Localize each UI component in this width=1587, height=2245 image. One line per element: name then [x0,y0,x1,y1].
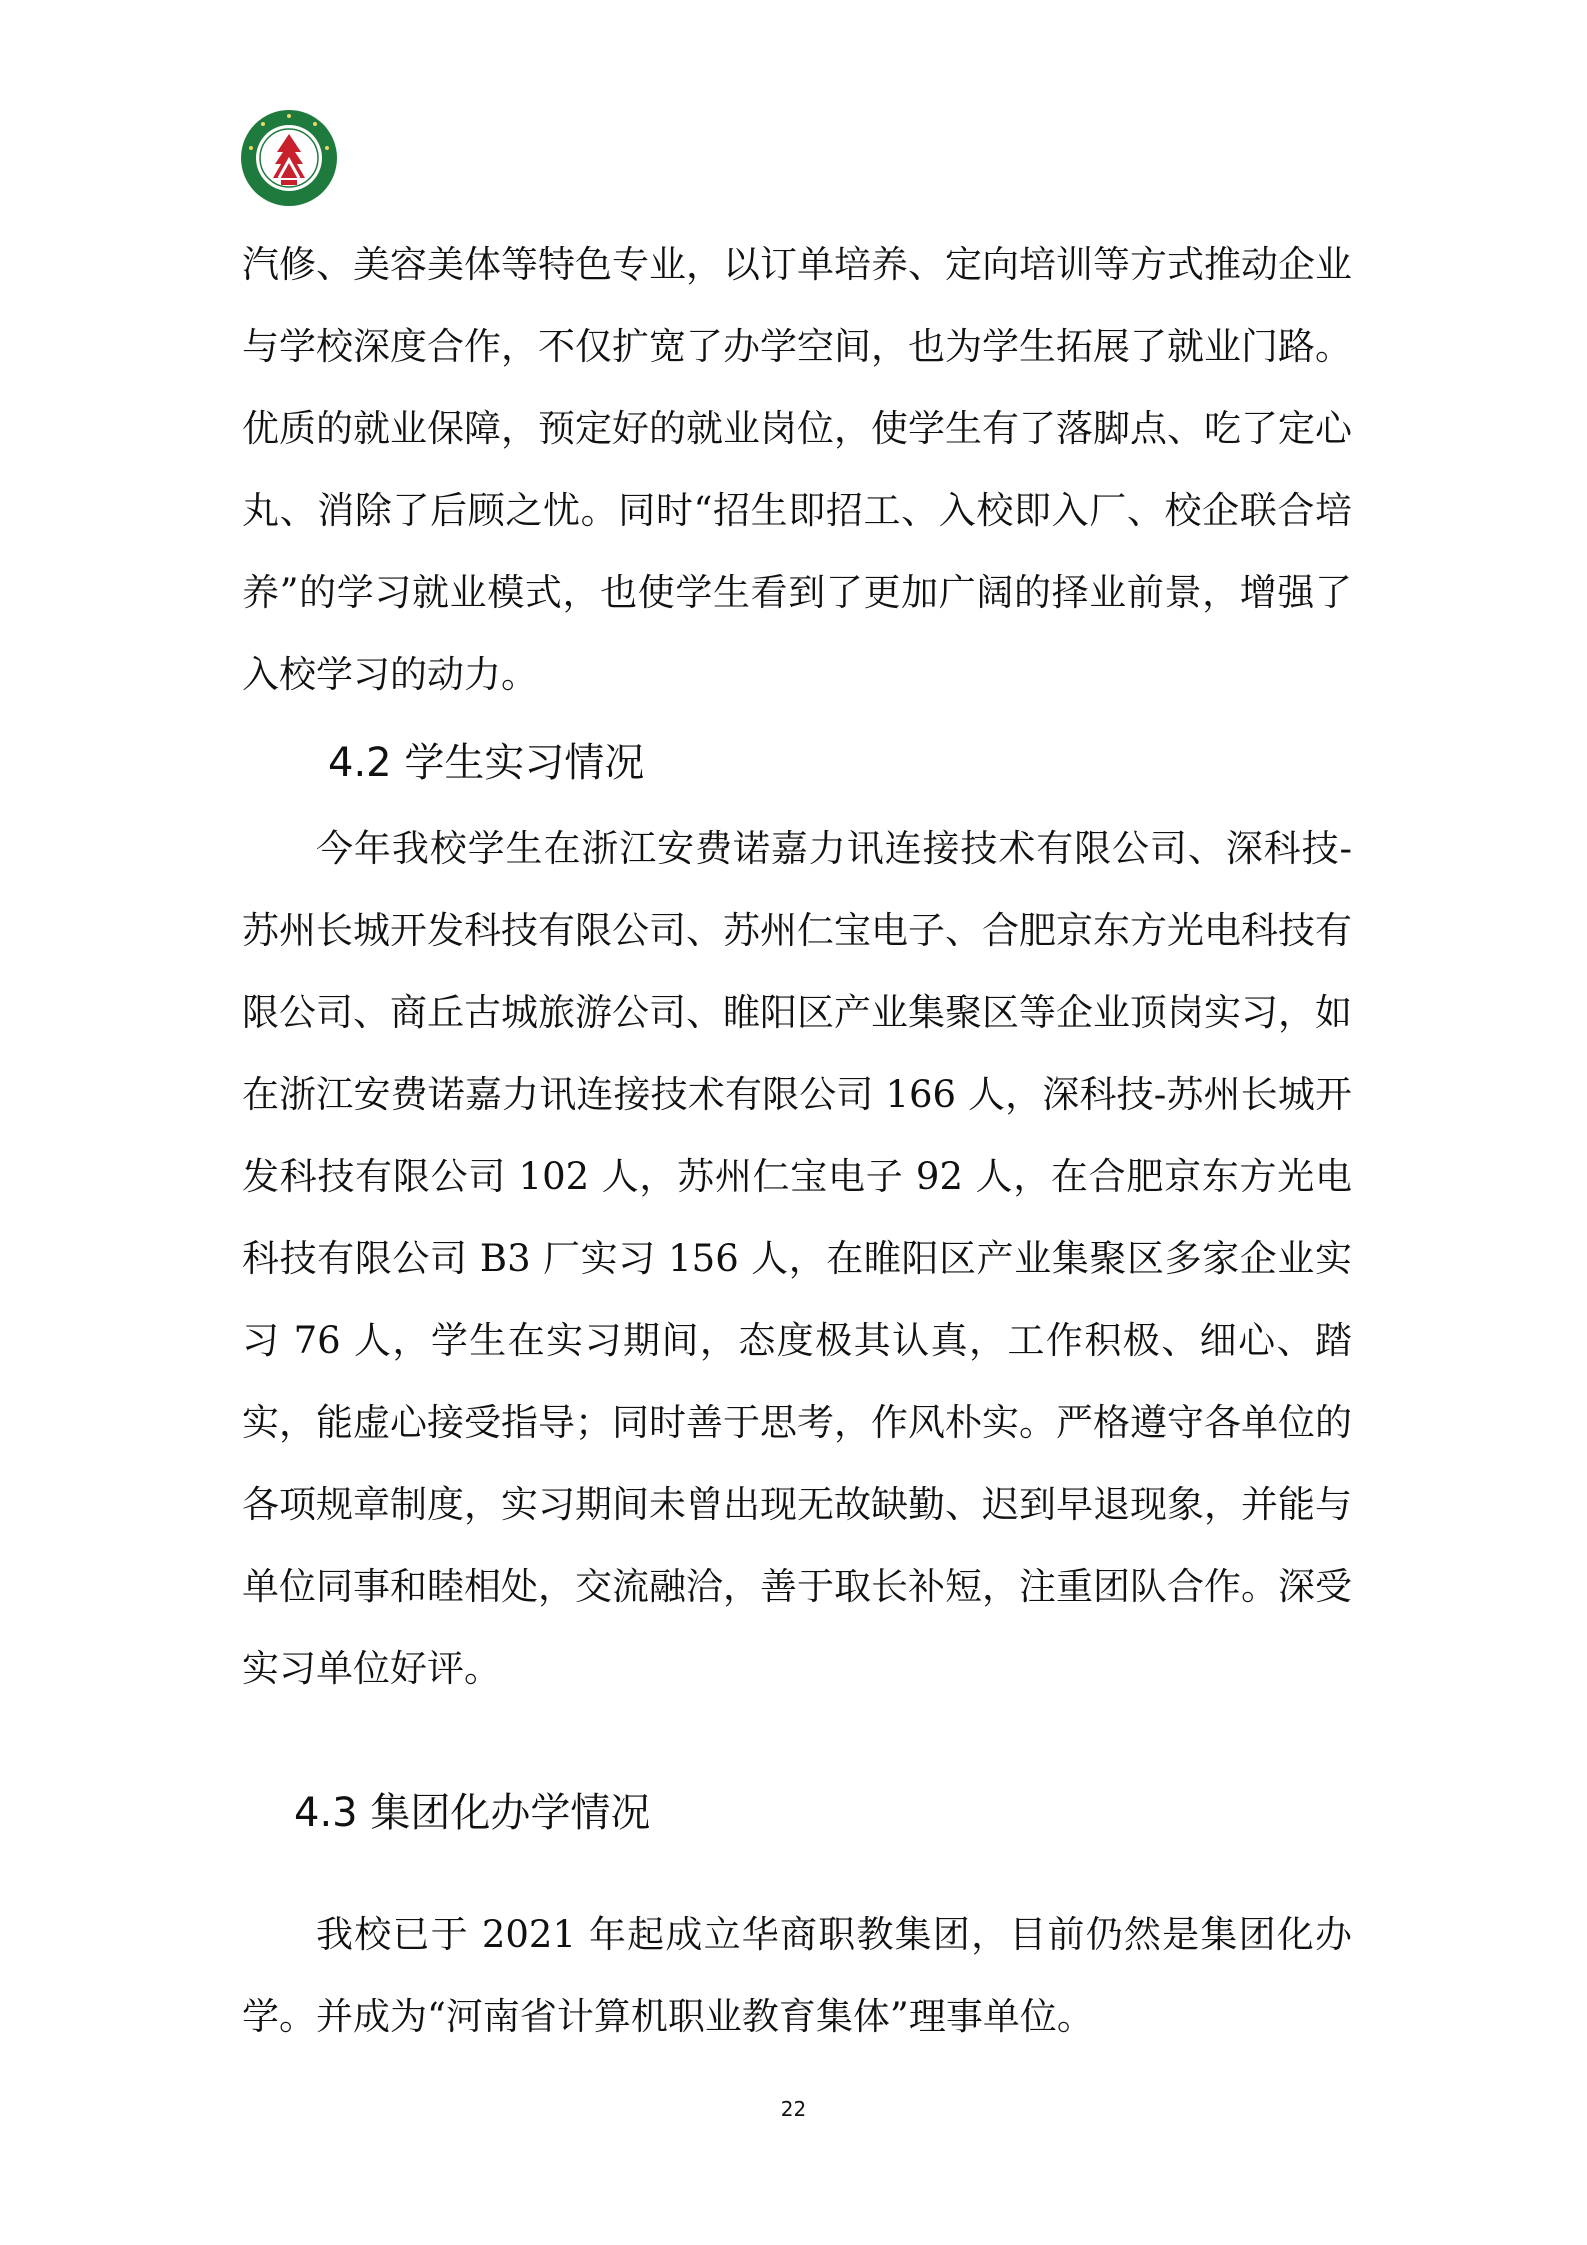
section-heading-4-2: 4.2 学生实习情况 [328,740,645,786]
school-emblem-icon [239,108,339,208]
section-heading-4-3: 4.3 集团化办学情况 [294,1790,651,1836]
page-number: 22 [780,2097,807,2121]
paragraph-employment: 汽修、美容美体等特色专业，以订单培养、定向培训等方式推动企业与学校深度合作，不仅扩宽了办学空间，也为学生拓展了就业门路。优质的就业保障，预定好的就业岗位，使学生有了落脚点、吃了定心丸、消除了后顾之忧。同时“招生即招工、入校即入厂、校企联合培养”的学习就业模式，也使学生看到了更加广阔的择业前景，增强了入校学习的动力。 [242,243,1352,696]
document-body [242,224,1352,2058]
paragraph-group-school: 我校已于 2021 年起成立华商职教集团，目前仍然是集团化办学。并成为“河南省计算机职业教育集体”理事单位。 [242,1913,1352,2038]
paragraph-internship: 今年我校学生在浙江安费诺嘉力讯连接技术有限公司、深科技-苏州长城开发科技有限公司、苏州仁宝电子、合肥京东方光电科技有限公司、商丘古城旅游公司、睢阳区产业集聚区等企业顶岗实习，如在浙江安费诺嘉力讯连接技术有限公司 166 人，深科技-苏州长城开发科技有限公司 102 人，苏州仁宝电子 92 人，在合肥京东方光电科技有限公司 B3 厂实习 156 人，在睢阳区产业集聚区多家企业实习 76 人，学生在实习期间，态度极其认真，工作积极、细心、踏实，能虚心接受指导；同时善于思考，作风朴实。严格遵守各单位的各项规章制度，实习期间未曾出现无故缺勤、迟到早退现象，并能与单位同事和睦相处，交流融洽，善于取长补短，注重团队合作。深受实习单位好评。 [242,827,1352,1690]
school-logo [239,108,339,208]
